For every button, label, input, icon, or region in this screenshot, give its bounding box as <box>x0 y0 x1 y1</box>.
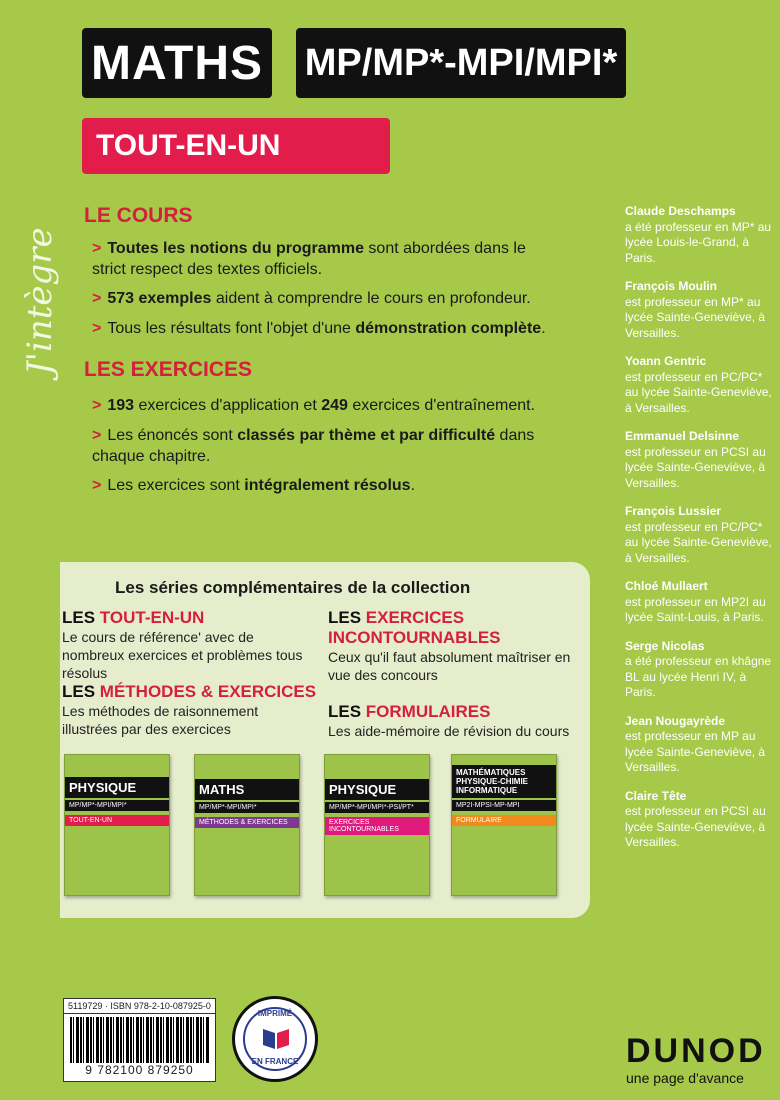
author-entry: Jean Nougayrède est professeur en MP au lycée Sainte-Geneviève, à Versailles. <box>625 713 766 774</box>
barcode-number: 9 782100 879250 <box>85 1063 194 1077</box>
publisher-logo: DUNOD <box>626 1032 766 1070</box>
cours-bullet-3: > Tous les résultats font l'objet d'une démonstration complète. <box>92 320 546 337</box>
book-thumbnail-maths-methodes: MATHS MP/MP*-MPI/MPI* MÉTHODES & EXERCICES <box>194 754 300 896</box>
cours-bullet-2: > 573 exemples aident à comprendre le cours en profondeur. <box>92 290 531 307</box>
barcode-bars <box>70 1017 209 1063</box>
exercices-heading: LES EXERCICES <box>84 358 253 381</box>
series-exercices-incontournables: LES EXERCICES INCONTOURNABLES Ceux qu'il faut absolument maîtriser en vue des concours <box>328 608 571 683</box>
series-title: Les séries complémentaires de la collection <box>115 578 471 597</box>
book-icon <box>261 1025 291 1051</box>
exercices-bullet-2: > Les énoncés sont classés par thème et par difficulté dans chaque chapitre. <box>92 427 535 465</box>
series-tout-en-un: LES TOUT-EN-UN Le cours de référence' avec de nombreux exercices et problèmes tous résolus <box>62 608 303 681</box>
subtitle-banner: TOUT-EN-UN <box>82 118 390 174</box>
cours-heading: LE COURS <box>84 204 193 227</box>
book-thumbnail-formulaire: MATHÉMATIQUES PHYSIQUE-CHIMIE INFORMATIQUE MP2I-MPSI-MP-MPI FORMULAIRE <box>451 754 557 896</box>
author-entry: Claude Deschamps a été professeur en MP* au lycée Louis-le-Grand, à Paris. <box>625 204 772 265</box>
author-entry: François Lussier est professeur en PC/PC* au lycée Sainte-Geneviève, à Versailles. <box>625 504 772 565</box>
series-script-logo <box>20 205 80 385</box>
author-entry: Claire Tête est professeur en PCSI au lycée Sainte-Geneviève, à Versailles. <box>625 788 766 849</box>
isbn-line: 5119729 · ISBN 978-2-10-087925-0 <box>64 999 215 1014</box>
author-entry: Serge Nicolas a été professeur en khâgne BL au lycée Henri IV, à Paris. <box>625 638 772 699</box>
exercices-bullet-3: > Les exercices sont intégralement résolus. <box>92 477 416 494</box>
book-thumbnail-physique-tout-en-un: PHYSIQUE MP/MP*-MPI/MPI* TOUT-EN-UN <box>64 754 170 896</box>
author-entry: Yoann Gentric est professeur en PC/PC* au lycée Sainte-Geneviève, à Versailles. <box>625 354 772 415</box>
author-entry: François Moulin est professeur en MP* au lycée Sainte-Geneviève, à Versailles. <box>625 279 766 340</box>
book-title: MATHS <box>82 28 272 98</box>
exercices-bullet-1: > 193 exercices d'application et 249 exercices d'entraînement. <box>92 397 536 414</box>
series-script-text: J'intègre <box>20 227 60 375</box>
series-methodes: LES MÉTHODES & EXERCICES Les méthodes de raisonnement illustrées par des exercices <box>62 682 317 737</box>
publisher-tagline: une page d'avance <box>626 1070 744 1086</box>
barcode <box>63 998 216 1082</box>
author-entry: Emmanuel Delsinne est professeur en PCSI au lycée Sainte-Geneviève, à Versailles. <box>625 429 766 490</box>
author-entry: Chloé Mullaert est professeur en MP2I au lycée Saint-Louis, à Paris. <box>625 579 766 624</box>
series-formulaires: LES FORMULAIRES Les aide-mémoire de révision du cours <box>328 702 570 739</box>
book-thumbnail-physique-incontournables: PHYSIQUE MP/MP*-MPI/MPI*-PSI/PT* EXERCICES INCONTOURNABLES <box>324 754 430 896</box>
programme-title: MP/MP*-MPI/MPI* <box>296 28 626 98</box>
imprime-en-france-seal: IMPRIMÉ EN FRANCE <box>232 996 318 1082</box>
cours-bullet-1: > Toutes les notions du programme sont abordées dans le strict respect des textes officiels. <box>92 240 526 278</box>
authors-list <box>625 204 775 864</box>
